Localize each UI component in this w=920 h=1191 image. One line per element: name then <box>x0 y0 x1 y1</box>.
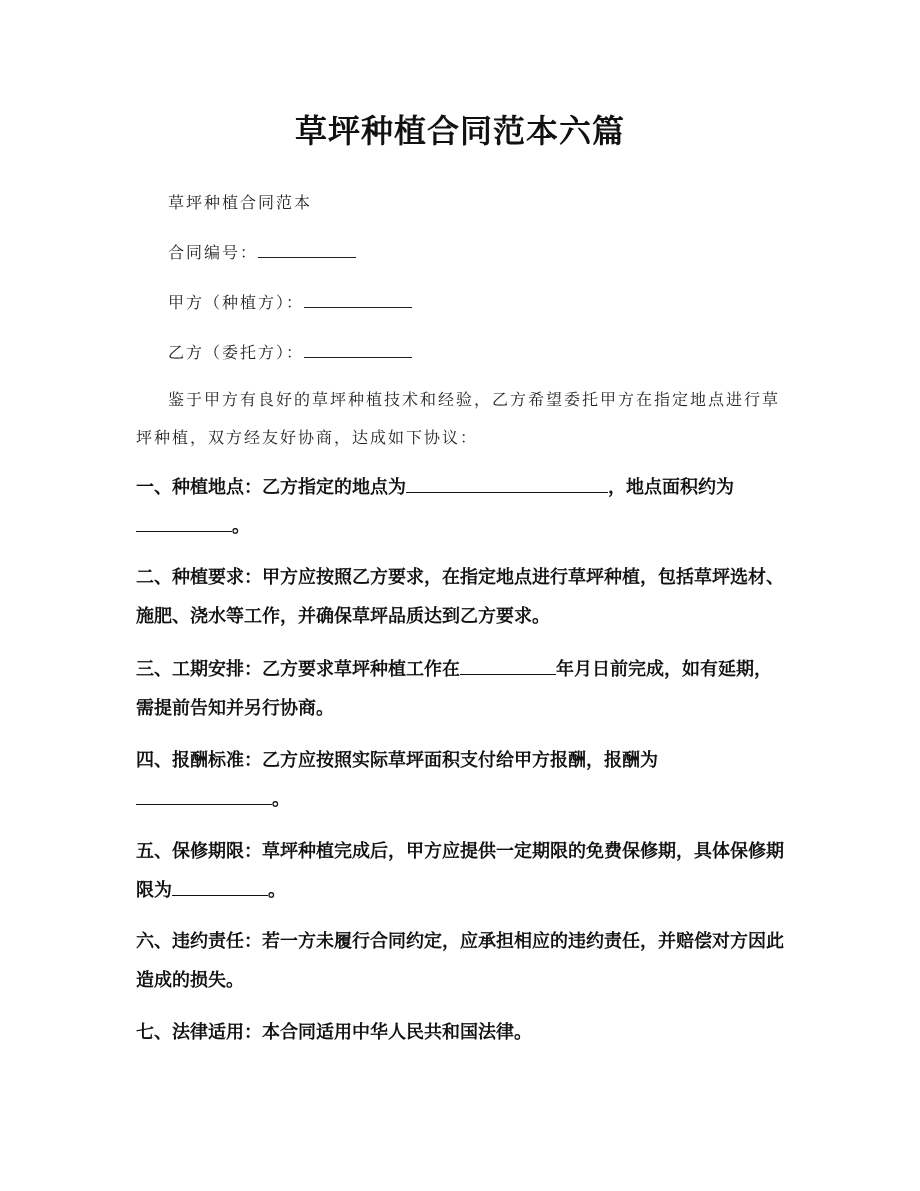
clause-1-location-blank <box>406 476 608 493</box>
clause-4-pay-blank <box>136 788 272 805</box>
party-a-blank <box>304 293 412 308</box>
clause-4-text-b: 。 <box>272 789 290 810</box>
document-subtitle: 草坪种植合同范本 <box>168 193 313 212</box>
clause-1-text-a: 一、种植地点：乙方指定的地点为 <box>136 477 406 498</box>
clause-7: 七、法律适用：本合同适用中华人民共和国法律。 <box>136 1022 532 1043</box>
clause-1-area-blank <box>136 515 232 532</box>
clause-6: 六、违约责任：若一方未履行合同约定，应承担相应的违约责任，并赔偿对方因此造成的损失。 <box>136 931 784 991</box>
clause-5-warranty-blank <box>172 879 268 896</box>
clause-1-text-b: ，地点面积约为 <box>608 477 734 498</box>
document-title: 草坪种植合同范本六篇 <box>294 112 625 150</box>
clause-3-text-b: 年月日前完成，如有延期，需提前告知并另行协商。 <box>136 659 772 719</box>
party-b-blank <box>304 343 412 358</box>
clause-4 <box>136 741 786 819</box>
party-b-line <box>168 340 412 363</box>
clause-5 <box>136 832 786 910</box>
contract-number-blank <box>258 243 356 258</box>
clause-1-text-c: 。 <box>232 516 250 537</box>
party-a-label: 甲方（种植方）： <box>168 293 305 312</box>
clause-1 <box>136 468 786 546</box>
clause-3-date-blank <box>460 658 556 675</box>
party-a-line <box>168 290 412 313</box>
contract-number-label: 合同编号： <box>168 243 259 262</box>
clause-3 <box>136 650 786 728</box>
clause-4-text-a: 四、报酬标准：乙方应按照实际草坪面积支付给甲方报酬，报酬为 <box>136 750 658 771</box>
clause-5-text-b: 。 <box>268 880 286 901</box>
clause-3-text-a: 三、工期安排：乙方要求草坪种植工作在 <box>136 659 460 680</box>
clause-5-text-a: 五、保修期限：草坪种植完成后，甲方应提供一定期限的免费保修期，具体保修期限为 <box>136 841 784 901</box>
clause-2: 二、种植要求：甲方应按照乙方要求，在指定地点进行草坪种植，包括草坪选材、施肥、浇水等工作，并确保草坪品质达到乙方要求。 <box>136 567 784 627</box>
contract-number-line <box>168 240 356 263</box>
preamble-paragraph: 鉴于甲方有良好的草坪种植技术和经验，乙方希望委托甲方在指定地点进行草坪种植，双方经友好协商，达成如下协议： <box>136 390 781 447</box>
party-b-label: 乙方（委托方）： <box>168 343 305 362</box>
